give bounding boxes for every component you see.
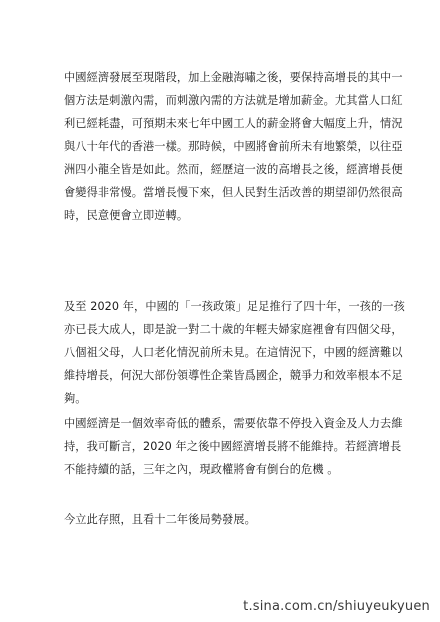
paragraph-2 [64,295,405,410]
paragraph-3 [64,412,403,481]
paragraph-line: 利已經耗盡，可預期未來七年中國工人的薪金將會大幅度上升，情況 [64,117,403,130]
paragraph-line: 與八十年代的香港一樣。那時候，中國將會前所未有地繁榮，以往亞 [64,140,403,153]
paragraph-line: 個方法是刺激內需，而刺激內需的方法就是增加薪金。尤其當人口紅 [64,94,403,107]
paragraph-line: 時，民意便會立即逆轉。 [64,209,189,222]
source-watermark: t.sina.com.cn/shiuyeukyuen [243,599,430,614]
paragraph-1 [64,66,403,227]
paragraph-line: 今立此存照，且看十二年後局勢發展。 [64,513,256,526]
paragraph-line: 及至 2020 年，中國的「一孩政策」足足推行了四十年，一孩的一孩 [64,300,405,313]
paragraph-line: 八個祖父母，人口老化情況前所未見。在這情況下，中國的經濟難以 [64,346,403,359]
paragraph-line: 中國經濟發展至現階段，加上金融海嘯之後，要保持高增長的其中一 [64,71,403,84]
paragraph-line: 洲四小龍全皆是如此。然而，經歷這一波的高增長之後，經濟增長便 [64,163,403,176]
paragraph-line: 不能持續的話，三年之內，現政權將會有倒台的危機 。 [64,463,339,476]
paragraph-line: 亦已長大成人，即是說一對二十歲的年輕夫婦家庭裡會有四個父母， [64,323,403,336]
paragraph-line: 維持增長，何況大部份領導性企業皆爲國企，競爭力和效率根本不足 [64,369,403,382]
paragraph-line: 夠。 [64,392,87,405]
paragraph-4 [64,508,382,531]
paragraph-line: 中國經濟是一個效率奇低的體系，需要依靠不停投入資金及人力去維 [64,417,403,430]
paragraph-line: 持，我可斷言，2020 年之後中國經濟增長將不能維持。若經濟增長 [64,440,402,453]
paragraph-line: 會變得非常慢。當增長慢下來，但人民對生活改善的期望卻仍然很高 [64,186,403,199]
